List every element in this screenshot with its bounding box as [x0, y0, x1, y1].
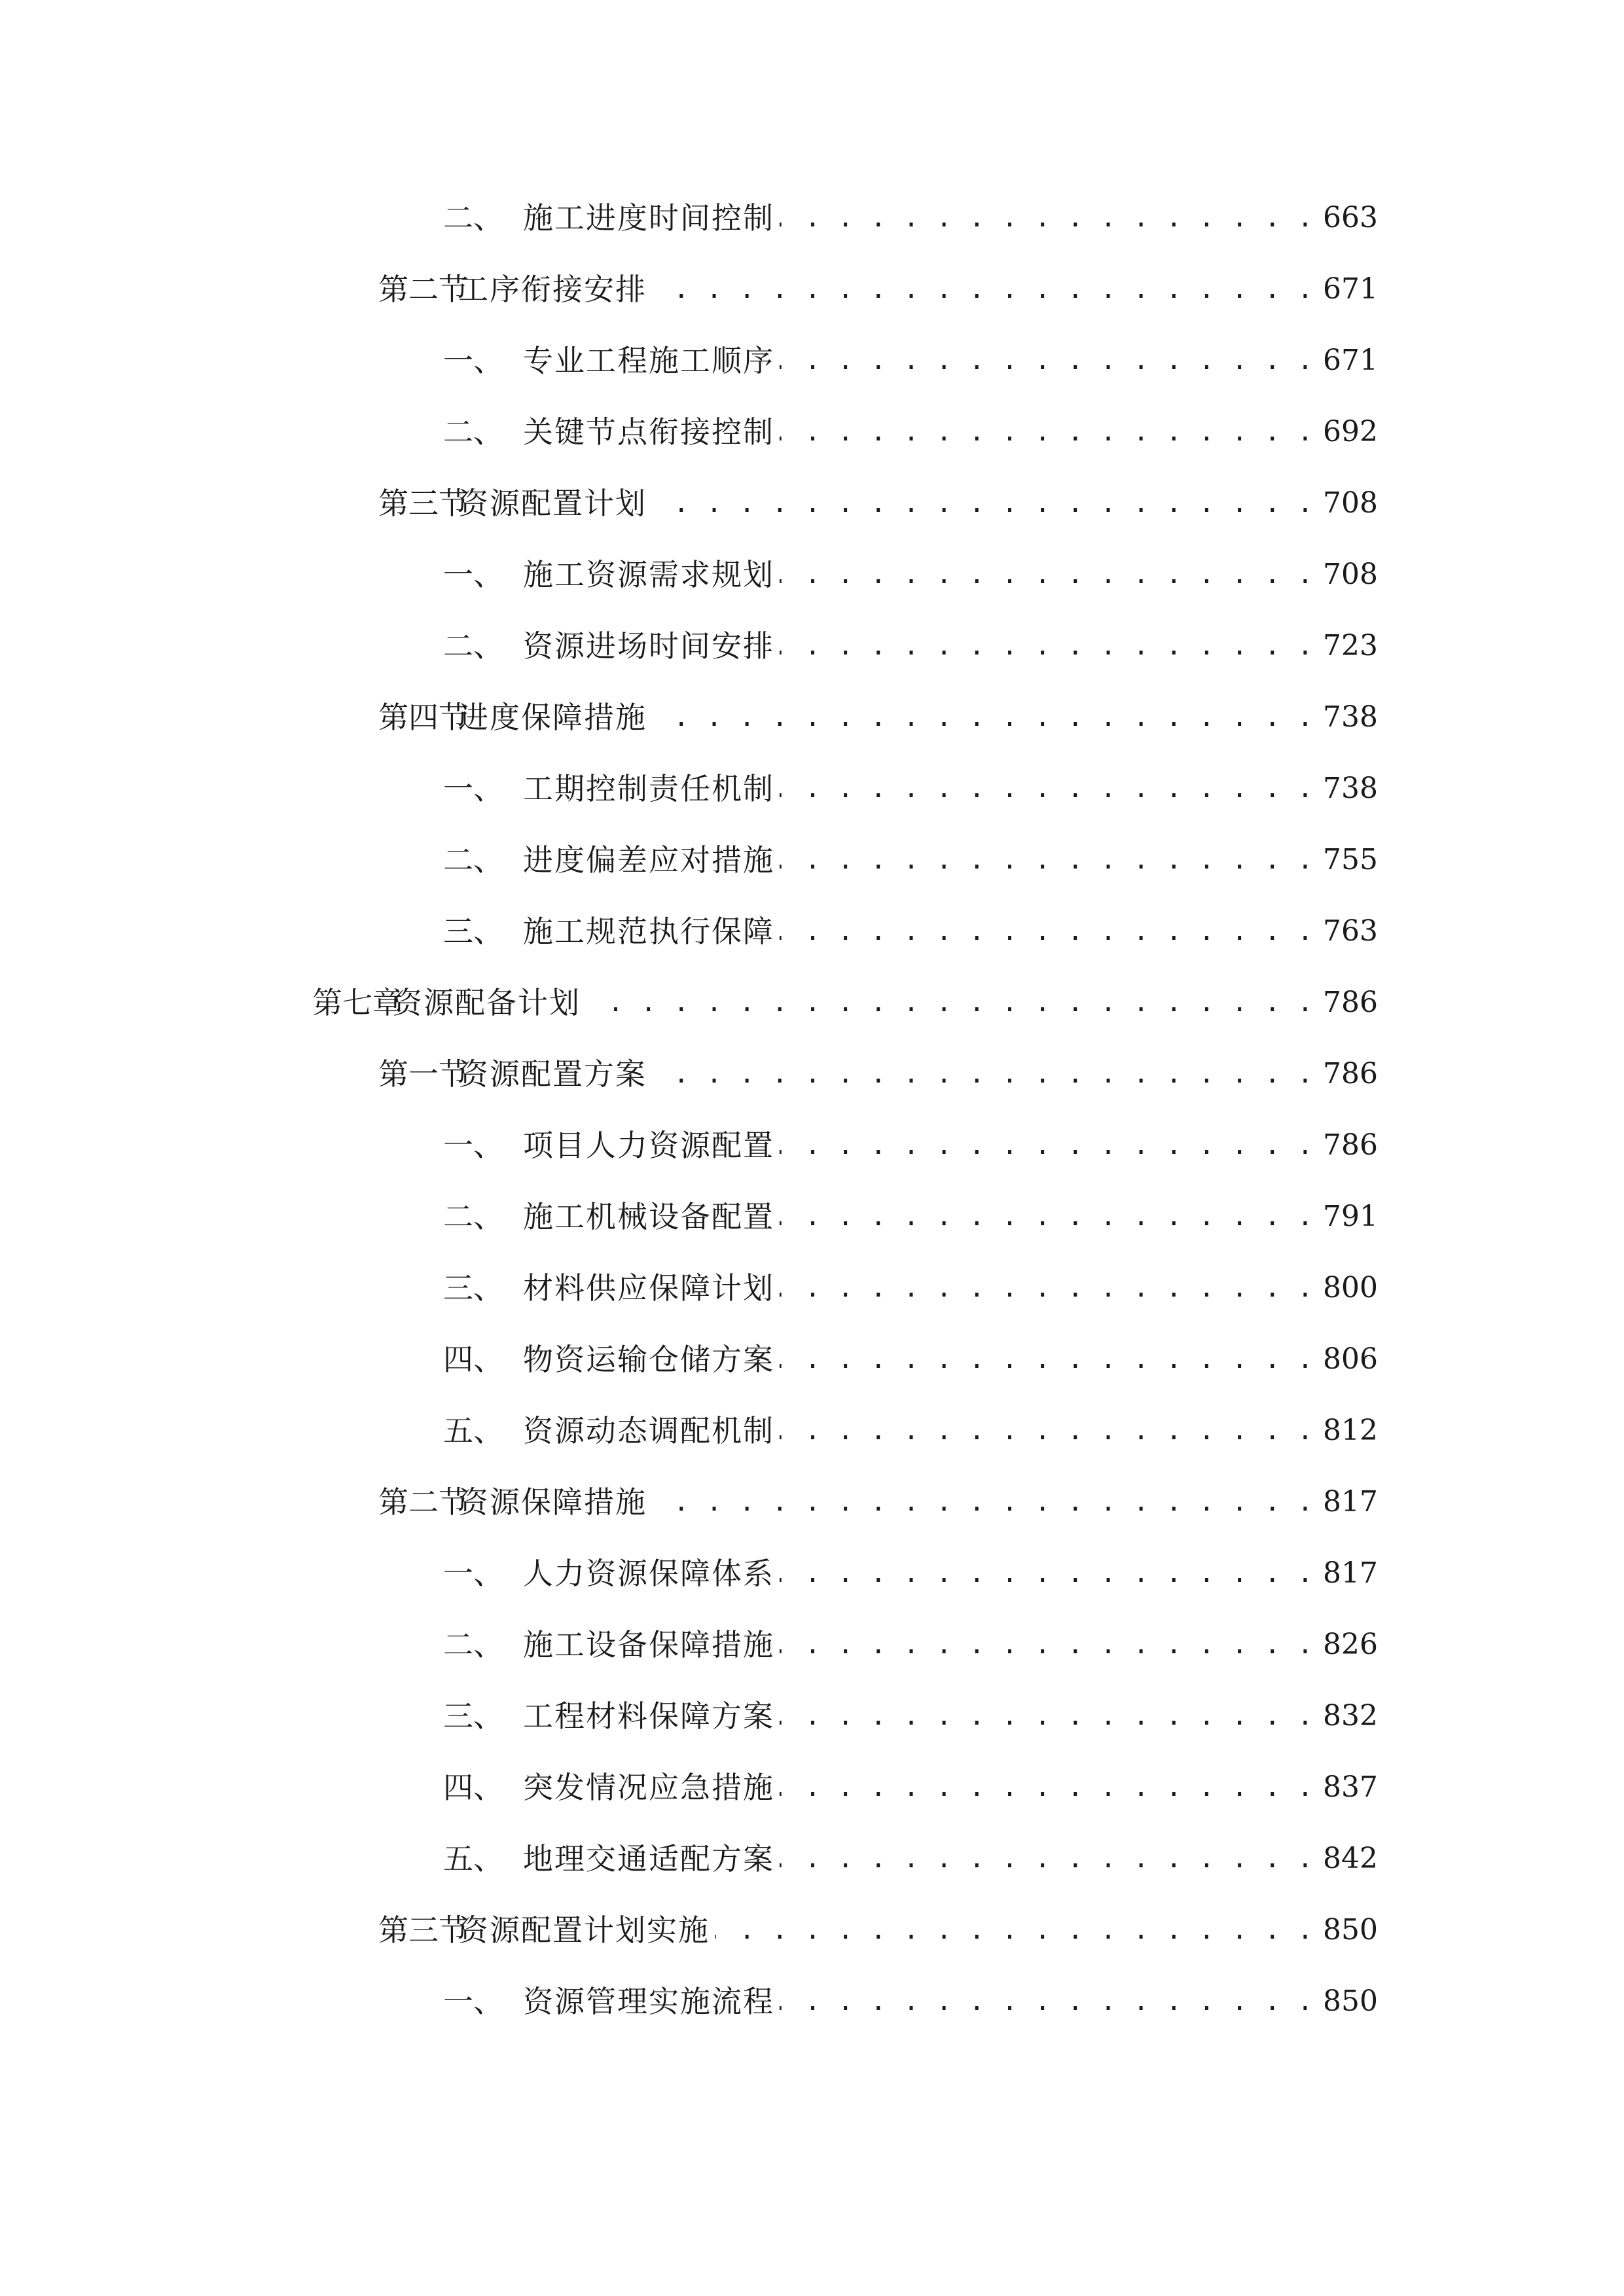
dot-leader [780, 1336, 1314, 1382]
toc-entry-page: 708 [1323, 486, 1378, 520]
dot-leader [652, 266, 1314, 312]
toc-entry-number: 第四节 [378, 700, 469, 735]
toc-entry-page: 708 [1323, 558, 1378, 591]
toc-entry-title: 人力资源保障体系 [523, 1556, 774, 1591]
toc-entry[interactable] [443, 1194, 1378, 1240]
toc-entry-number: 一、 [443, 1128, 503, 1163]
toc-entry-title: 资源配备计划 [392, 985, 581, 1020]
toc-entry-page: 671 [1323, 272, 1378, 306]
toc-entry-number: 五、 [443, 1413, 503, 1448]
toc-entry-page: 786 [1323, 1128, 1378, 1162]
toc-entry[interactable] [443, 552, 1378, 598]
toc-entry-number: 三、 [443, 1270, 503, 1306]
toc-entry-title: 地理交通适配方案 [523, 1841, 774, 1876]
toc-entry-title: 资源进场时间安排 [523, 628, 774, 664]
toc-entry-title: 施工设备保障措施 [523, 1627, 774, 1662]
toc-entry[interactable] [312, 980, 1378, 1026]
toc-entry[interactable] [443, 1265, 1378, 1311]
toc-entry-page: 663 [1323, 201, 1378, 234]
toc-entry-title: 施工机械设备配置 [523, 1199, 774, 1234]
toc-entry[interactable] [378, 480, 1378, 526]
toc-entry-title: 施工进度时间控制 [523, 200, 774, 236]
toc-entry-number: 第二节 [378, 272, 469, 307]
dot-leader [780, 338, 1314, 384]
toc-entry[interactable] [443, 1122, 1378, 1168]
dot-leader [780, 837, 1314, 883]
toc-entry-page: 800 [1323, 1271, 1378, 1304]
toc-entry-title: 工期控制责任机制 [523, 771, 774, 806]
toc-entry-page: 738 [1323, 772, 1378, 805]
toc-entry-number: 第七章 [312, 985, 403, 1020]
dot-leader [780, 766, 1314, 812]
dot-leader [780, 1194, 1314, 1240]
toc-entry-page: 850 [1323, 1984, 1378, 2018]
dot-leader [715, 1907, 1314, 1953]
toc-entry[interactable] [443, 1336, 1378, 1382]
toc-entry[interactable] [443, 908, 1378, 954]
toc-entry-title: 进度保障措施 [458, 700, 647, 735]
dot-leader [652, 1051, 1314, 1097]
toc-entry-number: 三、 [443, 914, 503, 949]
toc-entry-page: 786 [1323, 1057, 1378, 1090]
toc-entry-page: 723 [1323, 629, 1378, 662]
toc-entry-page: 826 [1323, 1628, 1378, 1661]
toc-entry[interactable] [378, 1907, 1378, 1953]
toc-entry-page: 786 [1323, 986, 1378, 1019]
toc-entry-title: 项目人力资源配置 [523, 1128, 774, 1163]
toc-entry-title: 专业工程施工顺序 [523, 343, 774, 378]
toc-entry-number: 二、 [443, 628, 503, 664]
toc-entry[interactable] [443, 1836, 1378, 1882]
toc-entry-title: 施工规范执行保障 [523, 914, 774, 949]
dot-leader [652, 480, 1314, 526]
dot-leader [780, 1408, 1314, 1454]
toc-entry-title: 资源管理实施流程 [523, 1984, 774, 2019]
toc-entry[interactable] [443, 1551, 1378, 1596]
toc-entry-number: 二、 [443, 842, 503, 878]
dot-leader [652, 694, 1314, 740]
dot-leader [780, 623, 1314, 669]
toc-entry[interactable] [443, 837, 1378, 883]
toc-entry-page: 763 [1323, 914, 1378, 948]
toc-entry-page: 806 [1323, 1342, 1378, 1376]
toc-entry-page: 791 [1323, 1200, 1378, 1233]
toc-entry-title: 突发情况应急措施 [523, 1770, 774, 1805]
toc-entry-number: 四、 [443, 1770, 503, 1805]
toc-entry-number: 二、 [443, 414, 503, 450]
dot-leader [780, 1551, 1314, 1596]
toc-entry-page: 812 [1323, 1414, 1378, 1447]
toc-entry[interactable] [443, 766, 1378, 812]
toc-entry[interactable] [378, 1051, 1378, 1097]
toc-entry-number: 二、 [443, 1627, 503, 1662]
toc-entry[interactable] [378, 266, 1378, 312]
dot-leader [780, 1836, 1314, 1882]
toc-entry-number: 五、 [443, 1841, 503, 1876]
toc-entry-number: 三、 [443, 1698, 503, 1734]
toc-entry-page: 817 [1323, 1556, 1378, 1590]
dot-leader [586, 980, 1314, 1026]
toc-entry-number: 二、 [443, 1199, 503, 1234]
toc-entry[interactable] [443, 623, 1378, 669]
toc-entry-title: 工序衔接安排 [458, 272, 647, 307]
toc-entry[interactable] [443, 409, 1378, 455]
toc-entry-number: 一、 [443, 1556, 503, 1591]
toc-entry-title: 资源动态调配机制 [523, 1413, 774, 1448]
toc-entry-number: 第三节 [378, 486, 469, 521]
toc-entry[interactable] [443, 195, 1378, 241]
toc-entry-page: 755 [1323, 843, 1378, 876]
toc-entry-number: 一、 [443, 1984, 503, 2019]
toc-entry-page: 850 [1323, 1913, 1378, 1946]
dot-leader [780, 195, 1314, 241]
toc-entry-title: 资源配置计划 [458, 486, 647, 521]
toc-entry-title: 进度偏差应对措施 [523, 842, 774, 878]
toc-entry-page: 692 [1323, 415, 1378, 448]
toc-entry-page: 842 [1323, 1842, 1378, 1875]
toc-entry[interactable] [378, 1479, 1378, 1525]
toc-entry-number: 一、 [443, 771, 503, 806]
toc-entry-title: 关键节点衔接控制 [523, 414, 774, 450]
dot-leader [780, 1265, 1314, 1311]
toc-entry-title: 物资运输仓储方案 [523, 1342, 774, 1377]
toc-entry-title: 工程材料保障方案 [523, 1698, 774, 1734]
toc-entry-number: 一、 [443, 557, 503, 592]
toc-entry-number: 一、 [443, 343, 503, 378]
toc-entry-title: 施工资源需求规划 [523, 557, 774, 592]
toc-entry-title: 资源配置计划实施 [458, 1912, 710, 1948]
toc-entry[interactable] [443, 1765, 1378, 1810]
dot-leader [780, 908, 1314, 954]
toc-entry-page: 837 [1323, 1770, 1378, 1804]
toc-entry[interactable] [443, 1693, 1378, 1739]
dot-leader [780, 1693, 1314, 1739]
toc-entry-number: 第三节 [378, 1912, 469, 1948]
toc-entry[interactable] [443, 338, 1378, 384]
dot-leader [780, 409, 1314, 455]
toc-entry-page: 832 [1323, 1699, 1378, 1732]
toc-entry-number: 二、 [443, 200, 503, 236]
toc-entry-title: 材料供应保障计划 [523, 1270, 774, 1306]
toc-entry-title: 资源保障措施 [458, 1484, 647, 1520]
toc-entry[interactable] [443, 1622, 1378, 1668]
toc-entry-page: 817 [1323, 1485, 1378, 1518]
toc-entry[interactable] [378, 694, 1378, 740]
dot-leader [652, 1479, 1314, 1525]
toc-entry[interactable] [443, 1408, 1378, 1454]
toc-entry-number: 第一节 [378, 1056, 469, 1092]
toc-entry-page: 738 [1323, 700, 1378, 734]
dot-leader [780, 552, 1314, 598]
toc-entry-page: 671 [1323, 344, 1378, 377]
dot-leader [780, 1622, 1314, 1668]
toc-entry[interactable] [443, 1979, 1378, 2024]
toc-entry-title: 资源配置方案 [458, 1056, 647, 1092]
toc-entry-number: 第二节 [378, 1484, 469, 1520]
toc-entry-number: 四、 [443, 1342, 503, 1377]
dot-leader [780, 1765, 1314, 1810]
dot-leader [780, 1979, 1314, 2024]
dot-leader [780, 1122, 1314, 1168]
